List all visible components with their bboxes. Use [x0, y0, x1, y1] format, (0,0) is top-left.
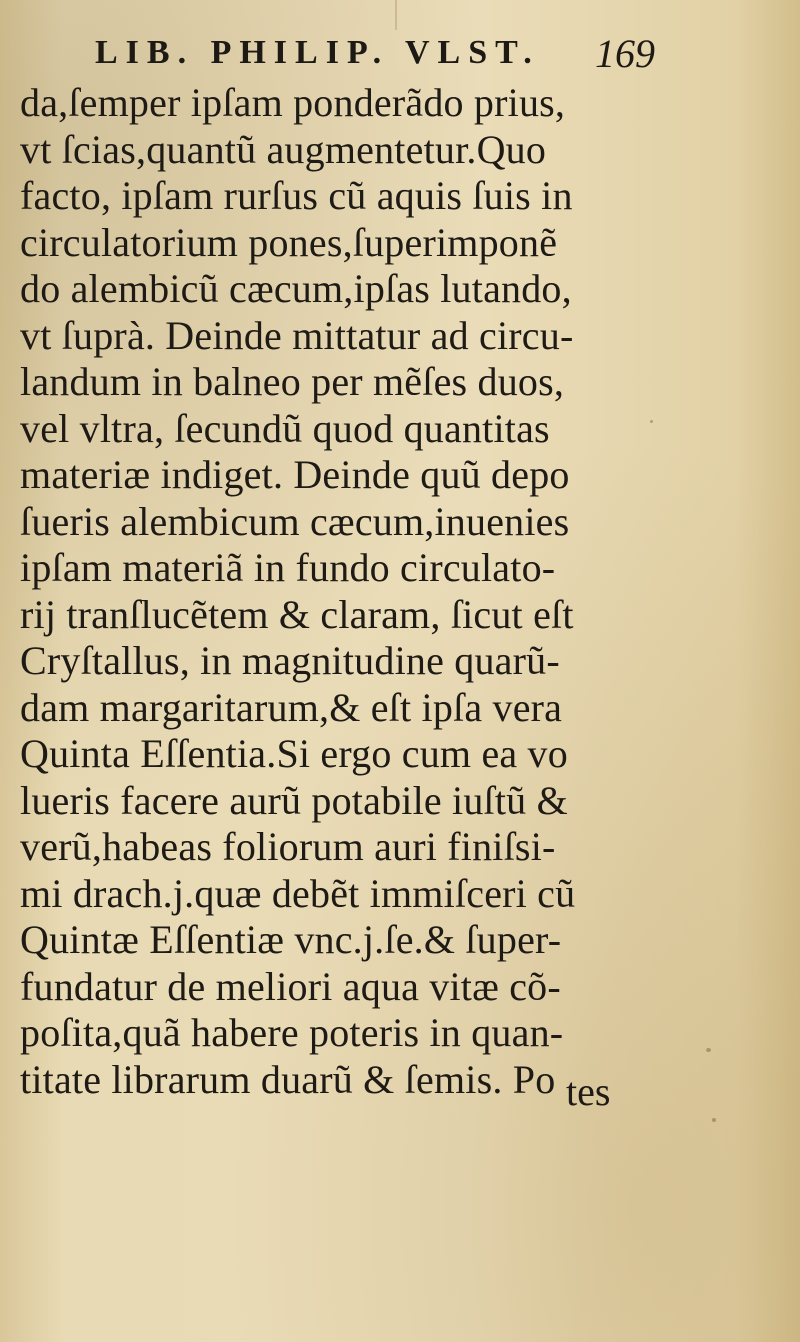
paper-speck [712, 1118, 716, 1122]
text-line: landum in balneo per mẽſes duos, [20, 359, 565, 404]
text-line: circulatorium pones,ſuperimponẽ [20, 219, 558, 265]
text-line: mi drach.j.quæ debẽt immiſceri cũ [20, 870, 576, 916]
text-line: facto, ipſam rurſus cũ aquis ſuis in [20, 173, 573, 218]
body-text [20, 80, 660, 1103]
text-line: Cryſtallus, in magnitudine quarũ- [20, 638, 560, 683]
running-head [95, 28, 655, 78]
text-line: titate librarum duarũ & ſemis. Po [20, 1056, 556, 1102]
text-line: poſita,quã habere poteris in quan- [20, 1010, 564, 1055]
text-line: da,ſemper ipſam ponderãdo prius, [20, 80, 566, 125]
text-line: vt ſcias,quantũ augmentetur.Quo [20, 126, 547, 172]
text-line: do alembicũ cæcum,ipſas lutando, [20, 266, 572, 311]
text-line: vt ſuprà. Deinde mittatur ad circu- [20, 312, 574, 358]
text-line: dam margaritarum,& eſt ipſa vera [20, 684, 563, 730]
text-line: rij tranſlucẽtem & claram, ſicut eſt [20, 591, 574, 637]
catchword: tes [566, 1069, 611, 1114]
text-line: materiæ indiget. Deinde quũ depo [20, 452, 570, 497]
gutter-shadow [395, 0, 397, 30]
paper-speck [706, 1048, 711, 1052]
text-line: vel vltra, ſecundũ quod quantitas [20, 405, 550, 451]
folio-number: 169 [595, 31, 655, 76]
text-line: verũ,habeas foliorum auri finiſsi- [20, 824, 556, 869]
text-line: lueris facere aurũ potabile iuſtũ & [20, 777, 568, 823]
text-line: fundatur de meliori aqua vitæ cõ- [20, 963, 561, 1009]
text-line: ſueris alembicum cæcum,inuenies [20, 498, 570, 544]
text-line: Quintæ Eſſentiæ vnc.j.ſe.& ſuper- [20, 917, 562, 962]
text-line: ipſam materiã in fundo circulato- [20, 545, 556, 590]
running-head-title: LIB. PHILIP. VLST. [95, 34, 540, 71]
paper-speck [650, 420, 653, 423]
text-line: Quinta Eſſentia.Si ergo cum ea vo [20, 731, 568, 776]
